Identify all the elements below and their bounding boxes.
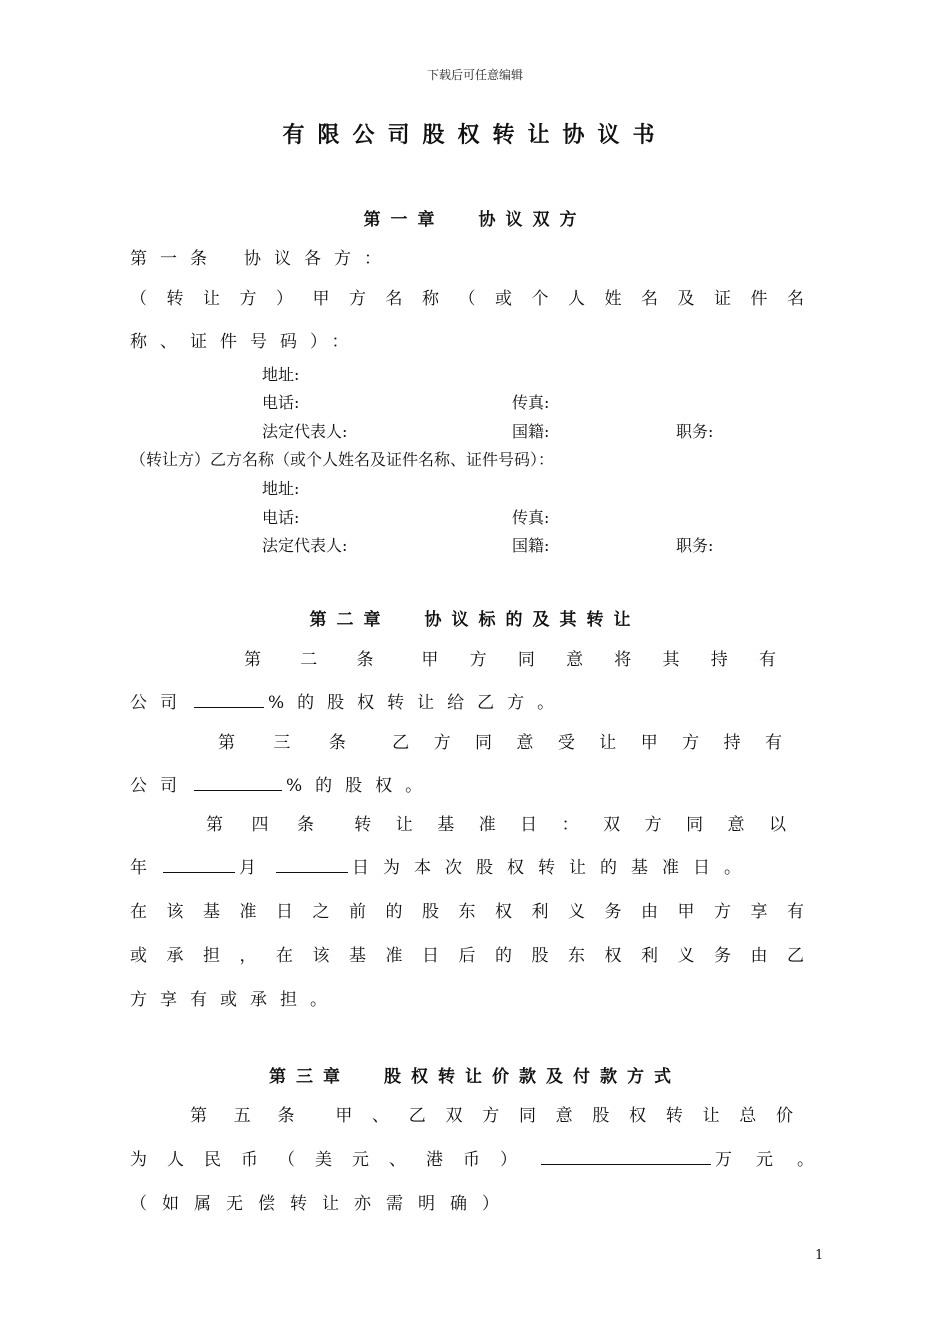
chapter-1-heading [0, 205, 950, 230]
article-3-line-1 [218, 728, 804, 753]
party-b-phone: 电话: [262, 508, 300, 527]
article-5-label: 第五条 [190, 1106, 322, 1126]
article-2-line-2 [130, 688, 804, 713]
article-3-percent-blank[interactable] [194, 776, 282, 791]
article-2-percent-blank[interactable] [194, 693, 264, 708]
page-number: 1 [815, 1248, 824, 1263]
article-5-line-2 [130, 1145, 838, 1170]
article-2-line-1 [244, 645, 804, 670]
chapter-2-heading [0, 605, 950, 630]
party-a-address: 地址: [262, 365, 300, 384]
chapter-2-number: 第二章 [309, 610, 391, 630]
article-3-prefix: 公司 [130, 776, 190, 796]
chapter-3-heading [0, 1062, 950, 1087]
party-b-address: 地址: [262, 479, 300, 498]
article-3-text: 乙方同意受让甲方持有 [392, 733, 805, 753]
article-3-suffix: %的股权。 [286, 776, 436, 796]
party-a-fax: 传真: [512, 393, 550, 412]
header-note: 下载后可任意编辑 [426, 68, 523, 82]
article-3-label-text: 第三条 [218, 733, 385, 753]
article-5-line-1 [190, 1101, 804, 1126]
chapter-2-name: 协议标的及其转让 [424, 610, 641, 630]
article-1-text: 协议各方： [244, 249, 394, 269]
document-title: 有限公司股权转让协议书 [282, 122, 668, 148]
article-4-text: 转让基准日：双方同意以 [354, 815, 805, 835]
article-4-line-3: 在该基准日之前的股东权利义务由甲方享有 [130, 902, 804, 922]
article-5-text: 甲、乙双方同意股权转让总价 [335, 1106, 805, 1126]
party-b-fax: 传真: [512, 508, 550, 527]
article-1-label: 第一条 [130, 249, 220, 269]
article-4-line-2 [130, 853, 804, 878]
party-a-nationality: 国籍: [512, 422, 550, 441]
party-a-representative: 法定代表人: [262, 422, 348, 441]
chapter-3-number: 第三章 [269, 1067, 350, 1087]
article-4-label: 第四条 [206, 815, 343, 835]
article-4-month: 月 [239, 858, 256, 878]
article-4-line-5: 方享有或承担。 [130, 990, 340, 1010]
article-4-day-blank[interactable] [276, 858, 348, 873]
article-4-day-suffix: 日为本次股权转让的基准日。 [352, 858, 755, 878]
article-1 [130, 244, 804, 269]
article-2-prefix: 公司 [130, 693, 190, 713]
article-4-line-4: 或承担，在该基准日后的股东权利义务由乙 [130, 946, 804, 966]
article-4-line-1 [206, 810, 804, 835]
article-2-label: 第二条 [244, 650, 413, 670]
article-2-text: 甲方同意将其持有 [421, 650, 805, 670]
party-b-name-line: （转让方）乙方名称（或个人姓名及证件名称、证件号码）： [130, 450, 555, 469]
party-b-representative: 法定代表人: [262, 536, 348, 555]
party-b-nationality: 国籍: [512, 536, 550, 555]
article-4-year: 年 [130, 858, 147, 878]
article-5-amount-blank[interactable] [541, 1150, 711, 1165]
chapter-1-number: 第一章 [363, 210, 445, 230]
article-5-line-3: （如属无偿转让亦需明确） [130, 1194, 514, 1214]
article-5-suffix: 万元。 [715, 1150, 838, 1170]
article-2-suffix: %的股权转让给乙方。 [268, 693, 568, 713]
party-a-name-line-1: （转让方）甲方名称（或个人姓名及证件名 [130, 289, 804, 309]
article-4-month-blank[interactable] [163, 858, 235, 873]
party-b-position: 职务: [676, 536, 714, 555]
article-5-prefix: 为人民币（美元、港币） [130, 1150, 537, 1170]
party-a-phone: 电话: [262, 393, 300, 412]
chapter-1-name: 协议双方 [478, 210, 587, 230]
party-a-name-line-2: 称、证件号码）： [130, 332, 362, 352]
article-3-line-2 [130, 771, 804, 796]
party-a-position: 职务: [676, 422, 714, 441]
chapter-3-name: 股权转让价款及付款方式 [384, 1067, 681, 1087]
